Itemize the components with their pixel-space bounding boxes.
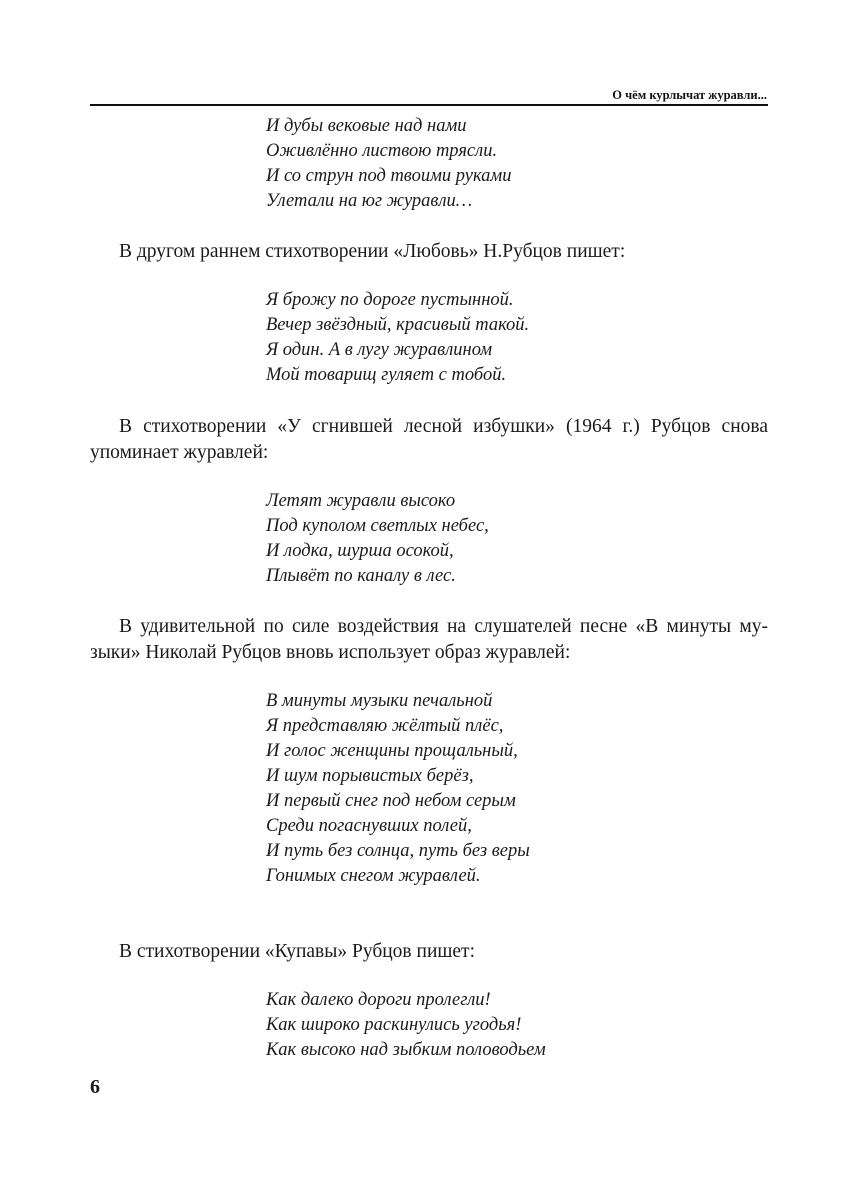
running-head: О чём курлычат журавли...	[612, 88, 767, 102]
verse-line: Как высоко над зыбким половодьем	[266, 1040, 546, 1060]
verse-line: И дубы вековые над нами	[266, 116, 467, 136]
verse-line: Оживлённо листвою трясли.	[266, 141, 498, 161]
verse-line: Как далеко дороги пролегли!	[266, 990, 491, 1010]
verse-stanza-4	[266, 689, 530, 889]
verse-stanza-1	[266, 114, 512, 214]
verse-line: Среди погаснувших полей,	[266, 816, 472, 836]
page-number: 6	[90, 1076, 100, 1098]
verse-line: И первый снег под небом серым	[266, 791, 516, 811]
verse-line: Я один. А в лугу журавлином	[266, 340, 493, 360]
verse-line: И путь без солнца, путь без веры	[266, 841, 530, 861]
verse-stanza-3	[266, 489, 489, 589]
verse-line: Под куполом светлых небес,	[266, 516, 489, 536]
verse-line: Летят журавли высоко	[266, 491, 456, 511]
paragraph-line: В удивительной по силе воздействия на слушателей песне «В минуты му-	[119, 616, 768, 637]
paragraph-line: В стихотворении «У сгнившей лесной избушки» (1964 г.) Рубцов снова	[119, 416, 768, 437]
paragraph-line: В стихотворении «Купавы» Рубцов пишет:	[119, 941, 475, 962]
verse-line: Я представляю жёлтый плёс,	[266, 716, 504, 736]
verse-line: Улетали на юг журавли…	[266, 191, 473, 211]
verse-line: И со струн под твоими руками	[266, 166, 512, 186]
paragraph-line: зыки» Николай Рубцов вновь использует образ журавлей:	[90, 642, 571, 663]
paragraph-4	[90, 939, 768, 965]
paragraph-3	[90, 614, 768, 666]
paragraph-1	[90, 239, 768, 265]
paragraph-line: упоминает журавлей:	[90, 442, 269, 463]
verse-line: И шум порывистых берёз,	[266, 766, 474, 786]
paragraph-line: В другом раннем стихотворении «Любовь» Н.Рубцов пишет:	[119, 241, 626, 262]
verse-line: Вечер звёздный, красивый такой.	[266, 315, 530, 335]
verse-line: Как широко раскинулись угодья!	[266, 1015, 522, 1035]
verse-line: Я брожу по дороге пустынной.	[266, 290, 514, 310]
paragraph-2	[90, 414, 768, 466]
verse-stanza-2	[266, 288, 529, 388]
header-rule	[90, 104, 768, 106]
verse-line: Мой товарищ гуляет с тобой.	[266, 365, 507, 385]
verse-line: И лодка, шурша осокой,	[266, 541, 454, 561]
verse-line: Плывёт по каналу в лес.	[266, 566, 456, 586]
verse-line: Гонимых снегом журавлей.	[266, 866, 481, 886]
verse-line: В минуты музыки печальной	[266, 691, 493, 711]
verse-line: И голос женщины прощальный,	[266, 741, 518, 761]
verse-stanza-5	[266, 988, 546, 1063]
